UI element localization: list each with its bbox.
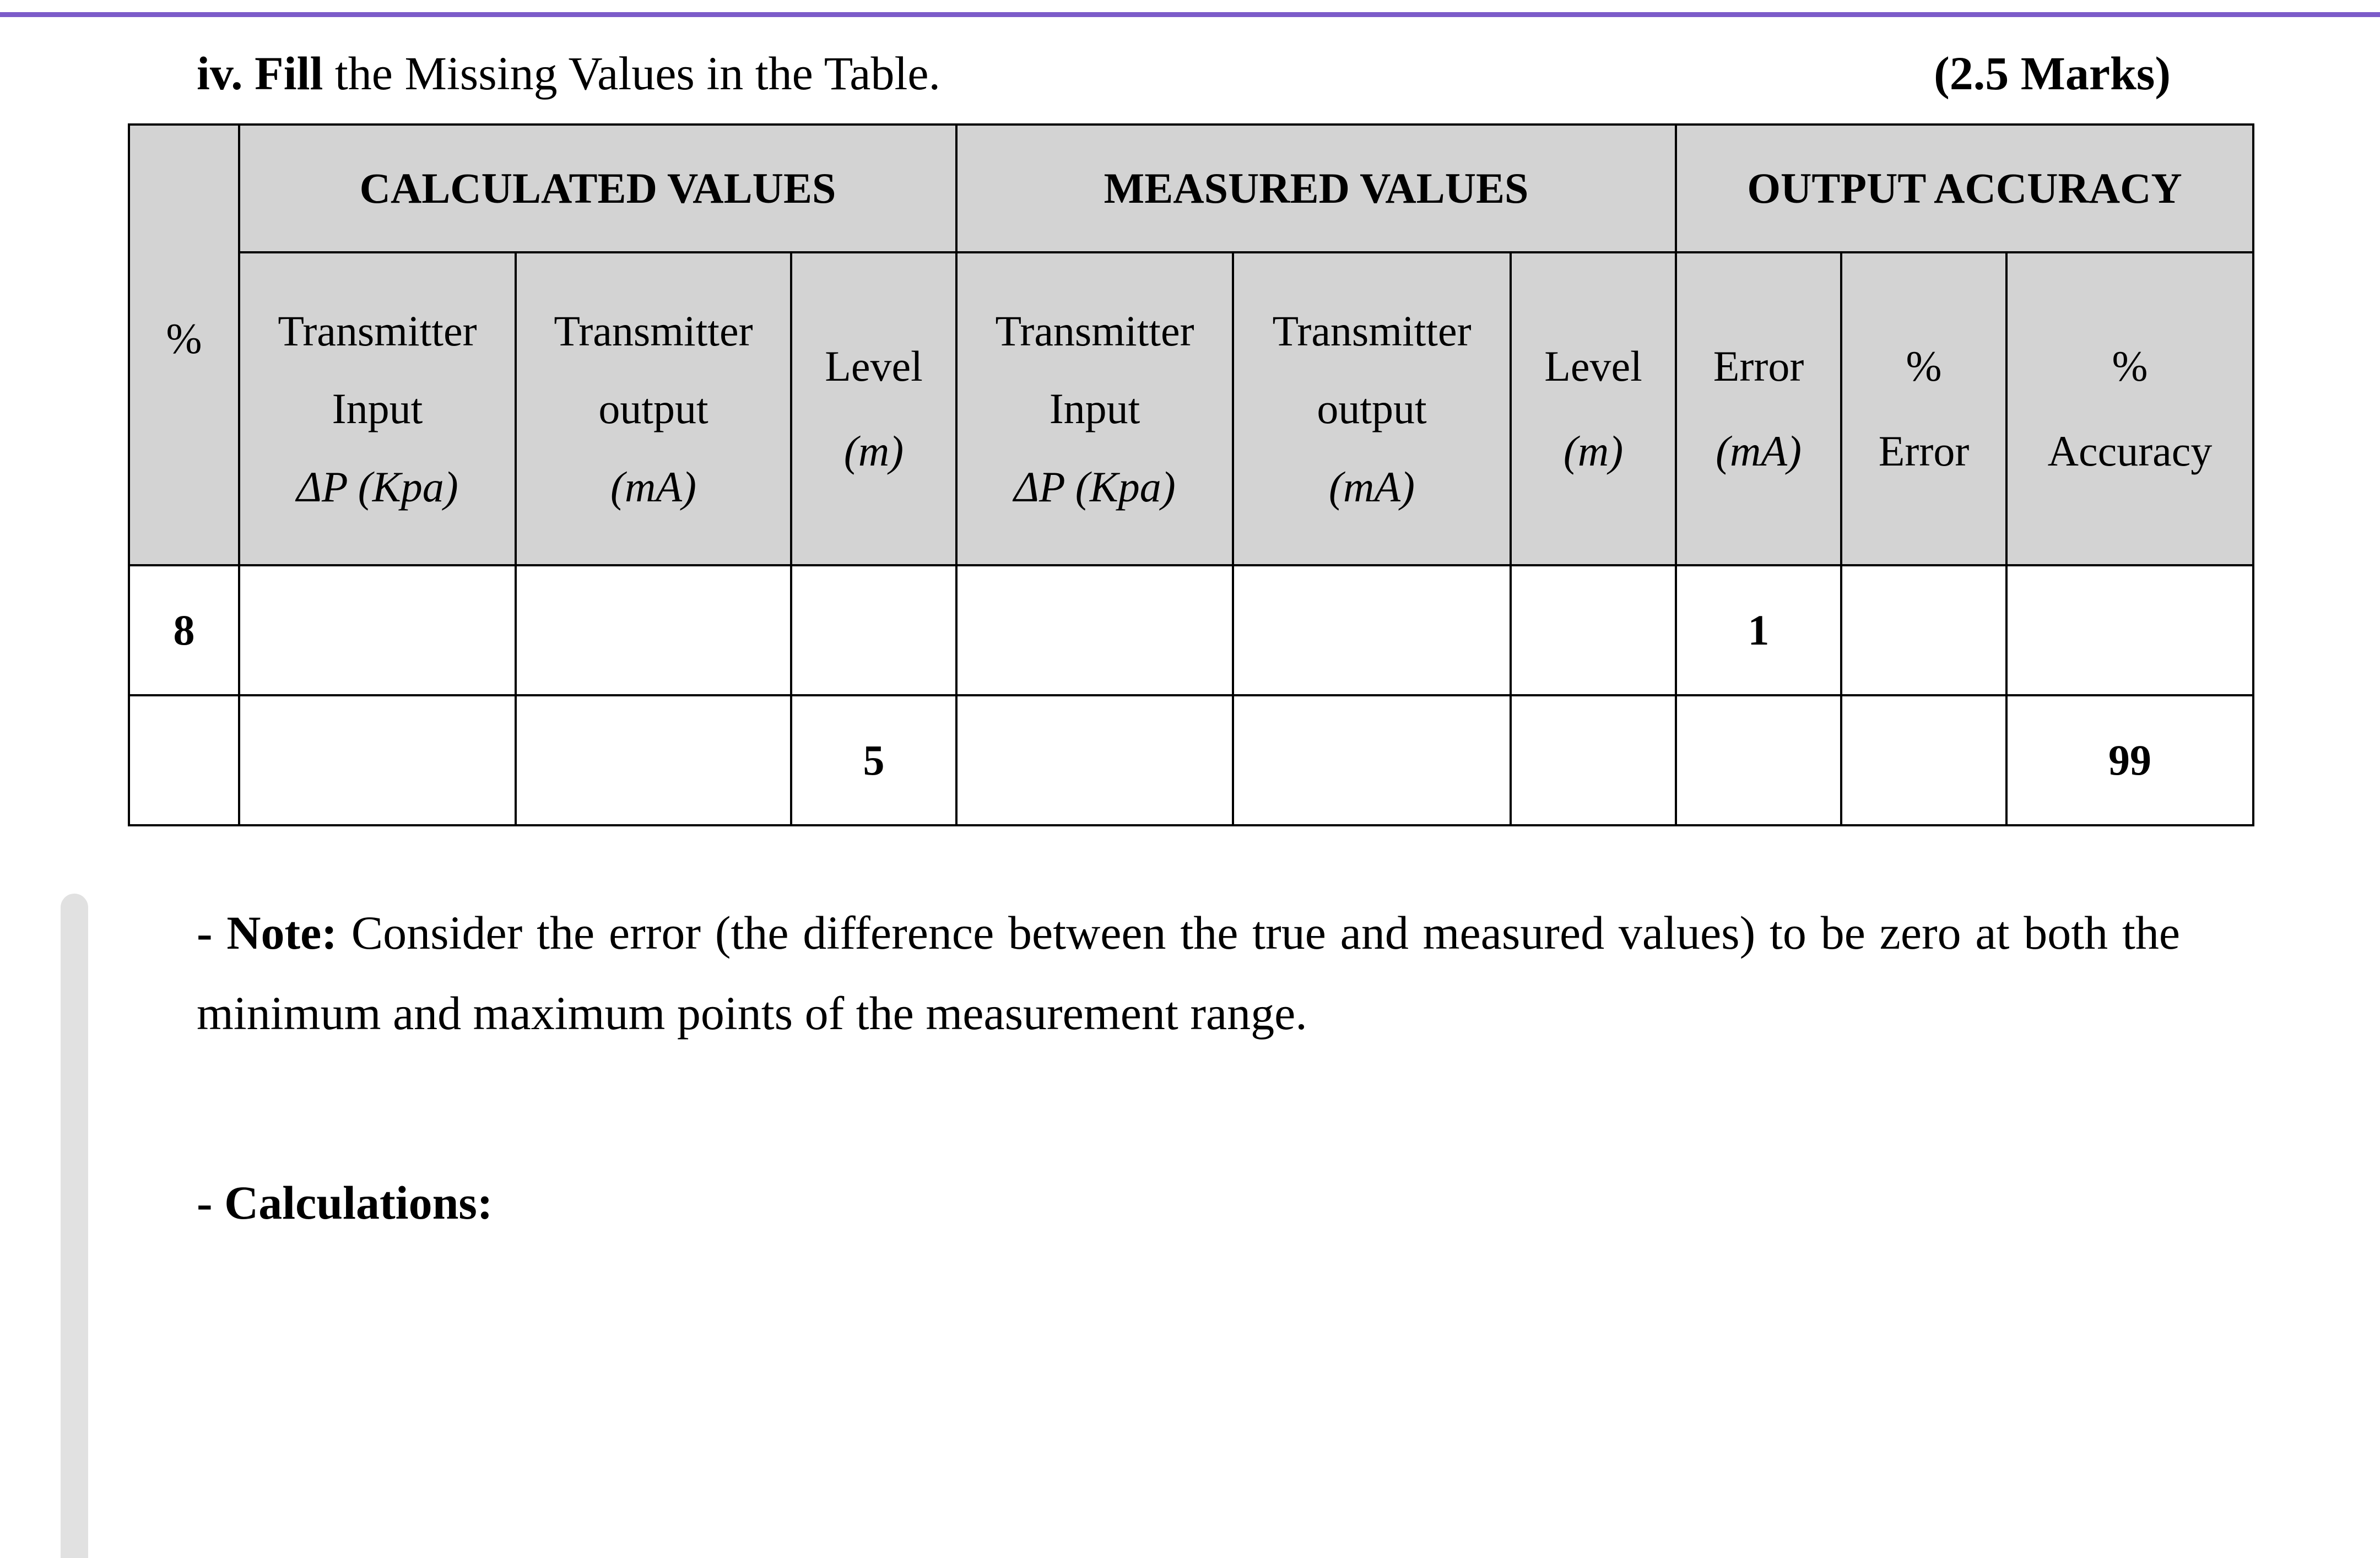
header-line: Transmitter [554, 306, 753, 355]
header-line: Error [1713, 342, 1804, 391]
note-paragraph [197, 892, 2180, 1053]
header-line: Error [1878, 427, 1970, 475]
cell-meas-level[interactable] [1511, 695, 1676, 825]
cell-percent[interactable] [129, 695, 239, 825]
cell-calc-input[interactable] [239, 565, 516, 695]
note-label: - Note: [197, 906, 337, 959]
cell-calc-level[interactable] [791, 565, 956, 695]
measured-values-header: MEASURED VALUES [956, 125, 1676, 252]
header-line: Level [825, 342, 923, 391]
header-line: Transmitter [1272, 306, 1472, 355]
header-line: output [1317, 385, 1427, 433]
table-row [129, 565, 2253, 695]
header-line: Input [1049, 385, 1140, 433]
header-line: Transmitter [278, 306, 477, 355]
question-verb: Fill [255, 47, 323, 100]
header-line: % [1906, 342, 1942, 391]
calc-level-header [791, 252, 956, 565]
percent-accuracy-header [2006, 252, 2253, 565]
header-unit: (mA) [610, 462, 696, 511]
cell-calc-input[interactable] [239, 695, 516, 825]
question-heading [197, 43, 940, 104]
question-text: the Missing Values in the Table. [334, 47, 941, 100]
header-unit: (mA) [1329, 462, 1415, 511]
cell-error-ma[interactable]: 1 [1676, 565, 1841, 695]
cell-percent-error[interactable] [1841, 695, 2006, 825]
cell-calc-level[interactable]: 5 [791, 695, 956, 825]
question-number: iv. [197, 47, 243, 100]
cell-percent[interactable]: 8 [129, 565, 239, 695]
header-line: Transmitter [995, 306, 1194, 355]
meas-level-header [1511, 252, 1676, 565]
cell-meas-input[interactable] [956, 565, 1233, 695]
percent-header: % [129, 125, 239, 565]
meas-transmitter-output-header [1233, 252, 1511, 565]
header-line: Accuracy [2047, 427, 2213, 475]
cell-percent-error[interactable] [1841, 565, 2006, 695]
header-line: Input [332, 385, 423, 433]
header-line: Level [1544, 342, 1642, 391]
cell-meas-input[interactable] [956, 695, 1233, 825]
header-line: % [2112, 342, 2148, 391]
marks-label: (2.5 Marks) [1934, 47, 2171, 100]
calculated-values-header: CALCULATED VALUES [239, 125, 956, 252]
scrollbar-track[interactable] [61, 894, 88, 1558]
header-unit: ΔP (Kpa) [1014, 462, 1176, 511]
top-accent-rule [0, 12, 2380, 17]
cell-meas-output[interactable] [1233, 565, 1511, 695]
calculations-label: - Calculations: [197, 1176, 493, 1229]
calc-transmitter-output-header [516, 252, 791, 565]
header-unit: (mA) [1716, 427, 1802, 475]
output-accuracy-header: OUTPUT ACCURACY [1676, 125, 2253, 252]
cell-calc-output[interactable] [516, 695, 791, 825]
header-unit: ΔP (Kpa) [296, 462, 458, 511]
header-line: output [598, 385, 708, 433]
calc-transmitter-input-header [239, 252, 516, 565]
cell-error-ma[interactable] [1676, 695, 1841, 825]
cell-percent-accuracy[interactable]: 99 [2006, 695, 2253, 825]
percent-error-header [1841, 252, 2006, 565]
cell-meas-level[interactable] [1511, 565, 1676, 695]
error-ma-header [1676, 252, 1841, 565]
note-text: Consider the error (the difference between the true and measured values) to be zero at both the minimum and maximum points of the measurement range. [197, 906, 2181, 1040]
cell-percent-accuracy[interactable] [2006, 565, 2253, 695]
header-unit: (m) [843, 427, 904, 475]
values-table [128, 123, 2254, 826]
cell-meas-output[interactable] [1233, 695, 1511, 825]
header-unit: (m) [1563, 427, 1624, 475]
cell-calc-output[interactable] [516, 565, 791, 695]
table-row [129, 695, 2253, 825]
meas-transmitter-input-header [956, 252, 1233, 565]
